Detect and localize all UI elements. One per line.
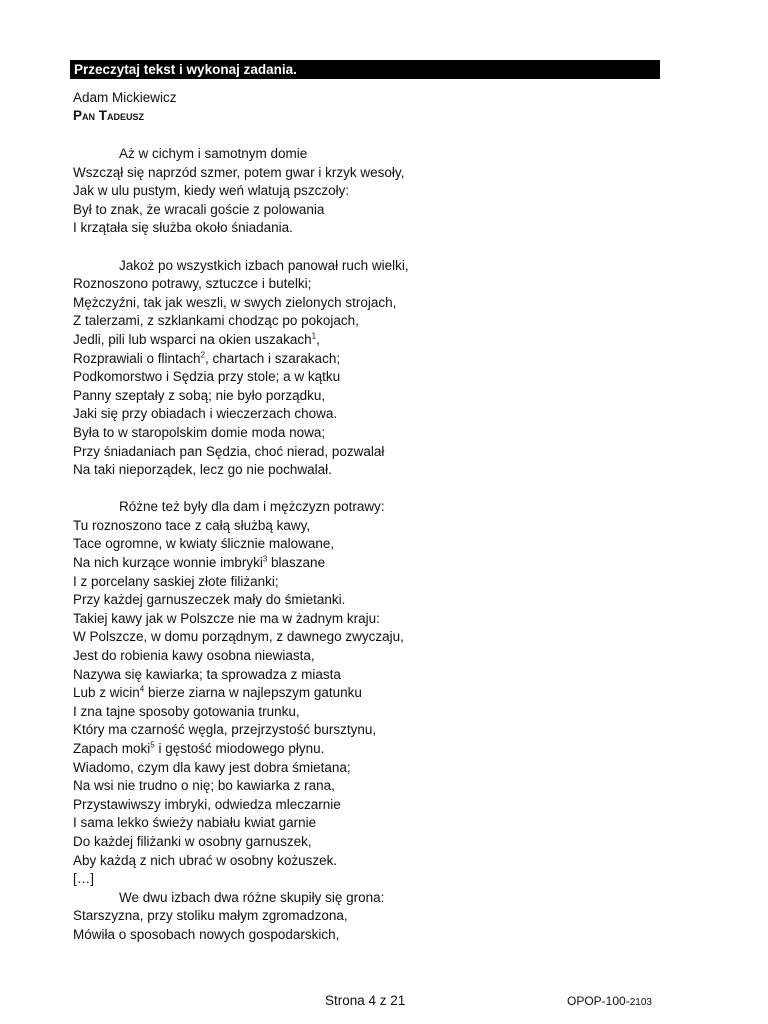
poem-line: I z porcelany saskiej złote filiżanki;	[73, 573, 279, 589]
poem-line: Jak w ulu pustym, kiedy weń wlatują pszczoły:	[73, 183, 350, 199]
poem-line: Takiej kawy jak w Polszcze nie ma w żadnym kraju:	[73, 610, 380, 626]
page-number: Strona 4 z 21	[325, 993, 406, 1008]
poem-line: Przystawiwszy imbryki, odwiedza mleczarnie	[73, 796, 341, 812]
poem-line: I sama lekko świeży nabiału kwiat garnie	[73, 815, 317, 831]
author-name: Adam Mickiewicz	[73, 90, 177, 105]
poem-line: Który ma czarność węgla, przejrzystość bursztynu,	[73, 722, 377, 738]
poem-line: Tu roznoszono tace z całą służbą kawy,	[73, 517, 311, 533]
omission-marker: […]	[73, 871, 95, 887]
footnote-marker: 2	[200, 350, 206, 360]
poem-line: We dwu izbach dwa różne skupiły się grona:	[119, 889, 385, 905]
footnote-marker: 3	[262, 554, 268, 564]
line-text: Zapach moki	[73, 741, 151, 756]
poem-line: Nazywa się kawiarka; ta sprowadza z miasta	[73, 666, 341, 682]
stanza-4	[73, 889, 673, 945]
footnote-marker: 1	[311, 331, 317, 341]
stanza-1	[73, 145, 673, 238]
work-title: Pan Tadeusz	[73, 108, 145, 123]
line-text: Jedli, pili lub wsparci na okien uszakach	[73, 331, 312, 347]
stanza-2	[73, 257, 673, 480]
poem-line: Na taki nieporządek, lecz go nie pochwalał.	[73, 462, 332, 478]
stanza-3	[73, 498, 673, 888]
poem-line: Z talerzami, z szklankami chodząc po pokojach,	[73, 313, 359, 329]
poem-line: Różne też były dla dam i mężczyzn potrawy:	[119, 499, 385, 515]
poem-line: I krzątała się służba około śniadania.	[73, 220, 293, 236]
poem-line: Aby każdą z nich ubrać w osobny kożuszek.	[73, 852, 338, 868]
poem-line	[73, 554, 673, 573]
poem-line: Panny szeptały z sobą; nie było porządku,	[73, 387, 326, 403]
poem-line: Do każdej filiżanki w osobny garnuszek,	[73, 833, 312, 849]
footnote-marker: 4	[139, 684, 145, 694]
poem-line	[73, 331, 673, 350]
poem-line: Roznoszono potrawy, sztuczce i butelki;	[73, 276, 312, 292]
line-text: ,	[316, 331, 320, 347]
poem-line: Jest do robienia kawy osobna niewiasta,	[73, 648, 315, 664]
line-text: Na nich kurzące wonnie imbryki	[73, 555, 263, 571]
poem-line: Jakoż po wszystkich izbach panował ruch wielki,	[119, 257, 409, 273]
poem-line: Na wsi nie trudno o nię; bo kawiarka z rana,	[73, 778, 335, 794]
poem-line: Wiadomo, czym dla kawy jest dobra śmietana;	[73, 759, 351, 775]
poem-line: Podkomorstwo i Sędzia przy stole; a w kątku	[73, 369, 341, 385]
line-text: , chartach i szarakach;	[205, 350, 341, 366]
poem-line	[73, 740, 673, 759]
exam-code	[567, 994, 652, 1008]
poem-line: Był to znak, że wracali goście z polowania	[73, 201, 325, 217]
exam-code-main: OPOP-100-	[567, 994, 630, 1008]
poem-text	[73, 145, 673, 945]
poem-line: Wszczął się naprzód szmer, potem gwar i krzyk wesoły,	[73, 164, 405, 180]
line-text: Rozprawiali o flintach	[73, 350, 201, 366]
poem-line: Przy każdej garnuszeczek mały do śmietanki.	[73, 592, 346, 608]
line-text: bierze ziarna w najlepszym gatunku	[144, 685, 362, 701]
instruction-header: Przeczytaj tekst i wykonaj zadania.	[70, 60, 660, 79]
poem-line	[73, 684, 673, 703]
poem-line: Była to w staropolskim domie moda nowa;	[73, 424, 326, 440]
exam-code-suffix: 2103	[629, 997, 652, 1008]
poem-line	[73, 350, 673, 369]
line-text: Lub z wicin	[73, 685, 140, 701]
poem-line: I zna tajne sposoby gotowania trunku,	[73, 703, 300, 719]
poem-line: Tace ogromne, w kwiaty ślicznie malowane,	[73, 536, 335, 552]
poem-line: Aż w cichym i samotnym domie	[119, 146, 308, 161]
poem-line: Starszyzna, przy stoliku małym zgromadzona,	[73, 908, 348, 924]
poem-line: Mówiła o sposobach nowych gospodarskich,	[73, 926, 340, 942]
line-text: i gęstość miodowego płynu.	[154, 741, 325, 756]
poem-line: Przy śniadaniach pan Sędzia, choć nierad, pozwalał	[73, 443, 385, 459]
poem-line: Mężczyźni, tak jak weszli, w swych zielonych strojach,	[73, 294, 397, 310]
line-text: blaszane	[267, 555, 326, 571]
poem-line: Jaki się przy obiadach i wieczerzach chowa.	[73, 406, 338, 422]
poem-line: W Polszcze, w domu porządnym, z dawnego zwyczaju,	[73, 629, 404, 645]
footnote-marker: 5	[150, 740, 155, 750]
